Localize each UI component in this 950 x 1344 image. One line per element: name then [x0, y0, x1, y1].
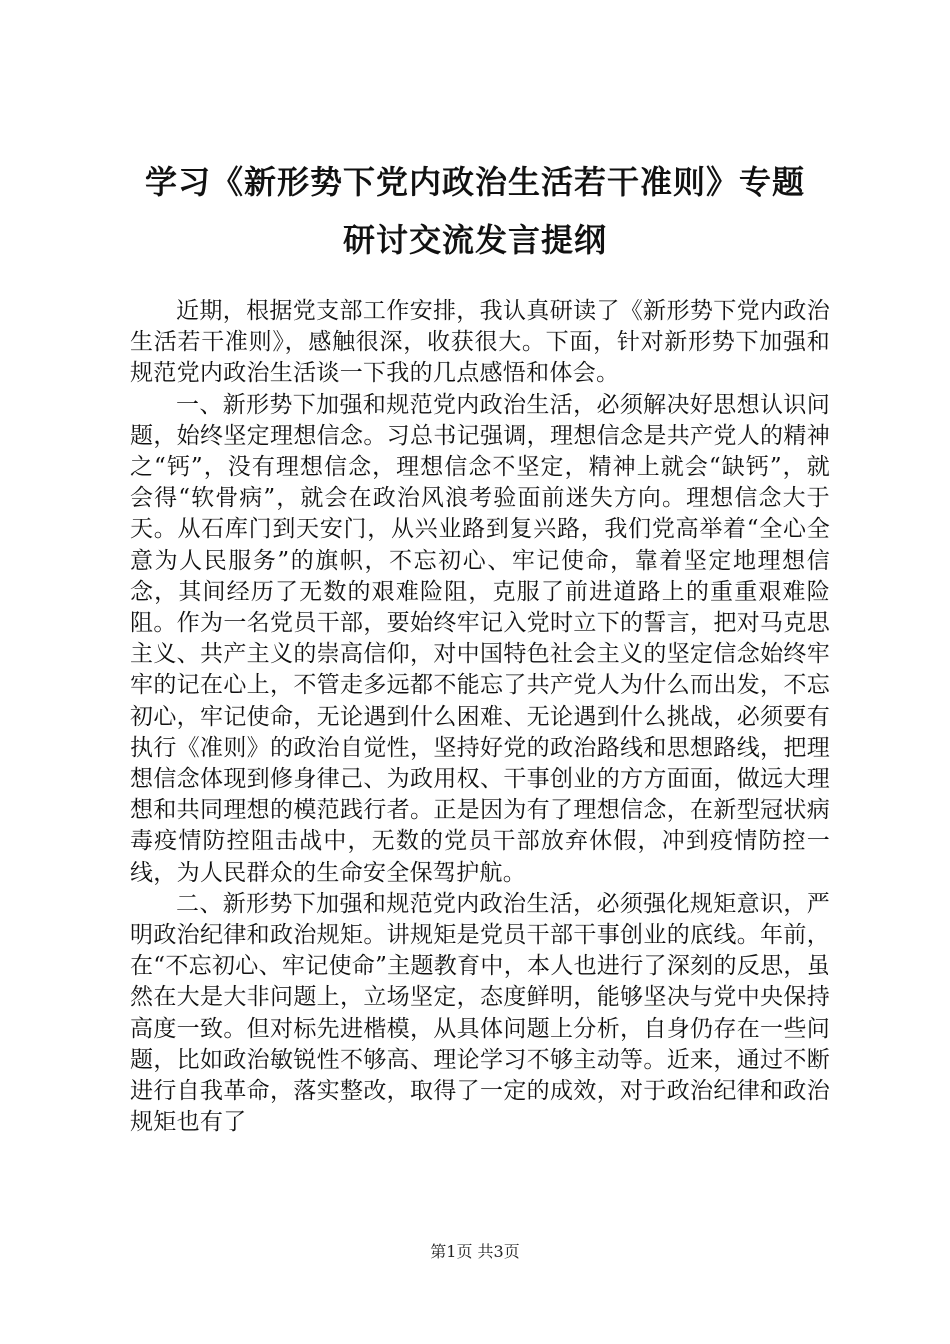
page-footer: 第1页 共3页 — [430, 1242, 520, 1261]
document-title-line2: 研讨交流发言提纲 — [342, 221, 607, 259]
document-title-line1: 学习《新形势下党内政治生活若干准则》专题 — [144, 163, 805, 201]
paragraph-section-2: 二、新形势下加强和规范党内政治生活，必须强化规矩意识，严明政治纪律和政治规矩。讲规矩是党员干部干事创业的底线。年前，在“不忘初心、牢记使命”主题教育中，本人也进行了深刻的反思，虽然在大是大非问题上，立场坚定，态度鲜明，能够坚决与党中央保持高度一致。但对标先进楷模，从具体问题上分析，自身仍存在一些问题，比如政治敏锐性不够高、理论学习不够主动等。近来，通过不断进行自我革命，落实整改，取得了一定的成效，对于政治纪律和政治规矩也有了 — [130, 890, 830, 1136]
document-body — [130, 296, 830, 1138]
paragraph-intro: 近期，根据党支部工作安排，我认真研读了《新形势下党内政治生活若干准则》，感触很深，收获很大。下面，针对新形势下加强和规范党内政治生活谈一下我的几点感悟和体会。 — [130, 298, 830, 387]
paragraph-section-1: 一、新形势下加强和规范党内政治生活，必须解决好思想认识问题，始终坚定理想信念。习总书记强调，理想信念是共产党人的精神之“钙”，没有理想信念，理想信念不坚定，精神上就会“缺钙”，就会得“软骨病”，就会在政治风浪考验面前迷失方向。理想信念大于天。从石库门到天安门，从兴业路到复兴路，我们党高举着“全心全意为人民服务”的旗帜，不忘初心、牢记使命，靠着坚定地理想信念，其间经历了无数的艰难险阻，克服了前进道路上的重重艰难险阻。作为一名党员干部，要始终牢记入党时立下的誓言，把对马克思主义、共产主义的崇高信仰，对中国特色社会主义的坚定信念始终牢牢的记在心上，不管走多远都不能忘了共产党人为什么而出发，不忘初心，牢记使命，无论遇到什么困难、无论遇到什么挑战，必须要有执行《准则》的政治自觉性，坚持好党的政治路线和思想路线，把理想信念体现到修身律己、为政用权、干事创业的方方面面，做远大理想和共同理想的模范践行者。正是因为有了理想信念，在新型冠状病毒疫情防控阻击战中，无数的党员干部放弃休假，冲到疫情防控一线，为人民群众的生命安全保驾护航。 — [130, 391, 830, 886]
